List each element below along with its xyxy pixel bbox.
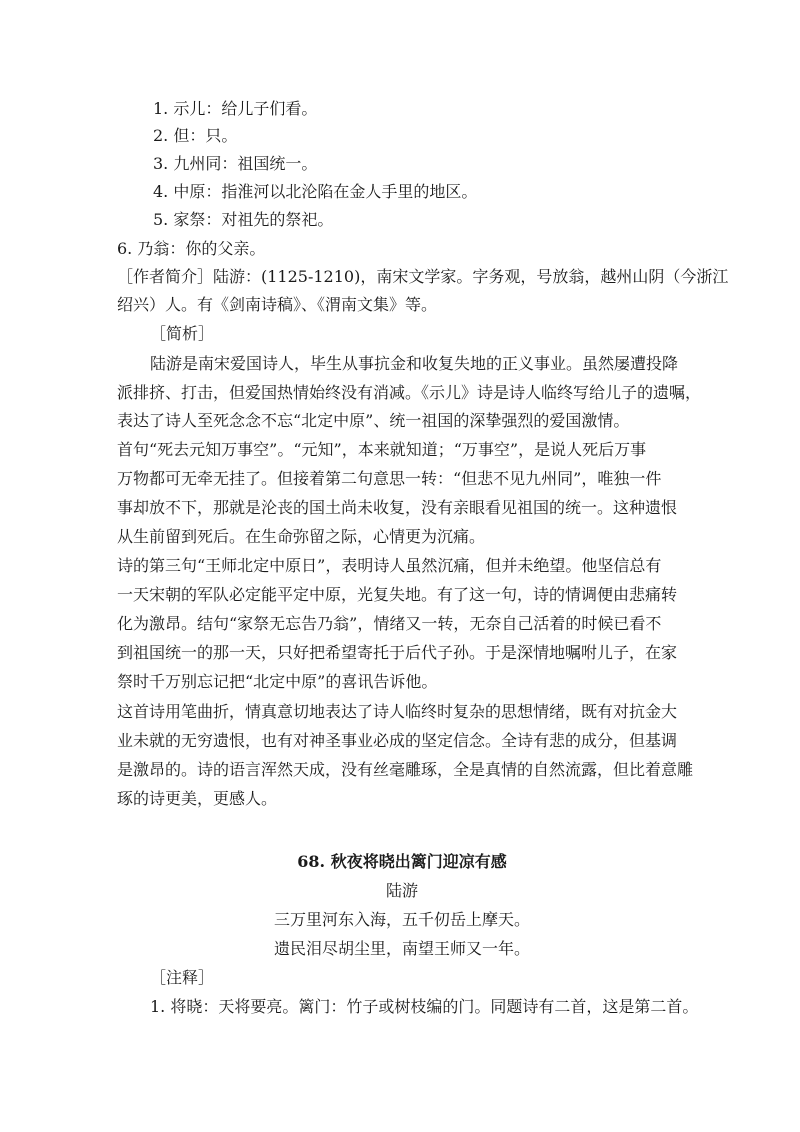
note-line: 1. 将晓：天将要亮。篱门：竹子或树枝编的门。同题诗有二首，这是第二首。 — [150, 997, 699, 1016]
note-line: 4. 中原：指淮河以北沦陷在金人手里的地区。 — [153, 182, 478, 201]
note-line: 6. 乃翁：你的父亲。 — [117, 239, 266, 258]
note-line: 3. 九州同：祖国统一。 — [153, 154, 318, 173]
analysis-line: 琢的诗更美，更感人。 — [117, 789, 278, 808]
analysis-line: 一天宋朝的军队必定能平定中原，光复失地。有了这一句，诗的情调便由悲痛转 — [117, 585, 678, 604]
poem-line: 遗民泪尽胡尘里，南望王师又一年。 — [273, 939, 530, 958]
analysis-line: 首句“死去元知万事空”。“元知”，本来就知道；“万事空”，是说人死后万事 — [117, 440, 647, 459]
analysis-line: 这首诗用笔曲折，情真意切地表达了诗人临终时复杂的思想情绪，既有对抗金大 — [117, 702, 678, 721]
poem-title: 68. 秋夜将晓出篱门迎凉有感 — [297, 852, 507, 871]
analysis-line: 表达了诗人至死念念不忘“北定中原”、统一祖国的深挚强烈的爱国激情。 — [117, 411, 630, 430]
analysis-line: 事却放不下，那就是沦丧的国土尚未收复，没有亲眼看见祖国的统一。这种遗恨 — [117, 498, 678, 517]
analysis-line: 万物都可无牵无挂了。但接着第二句意思一转：“但悲不见九州同”，唯独一件 — [117, 469, 662, 488]
analysis-line: 化为激昂。结句“家祭无忘告乃翁”，情绪又一转，无奈自己活着的时候已看不 — [117, 614, 662, 633]
analysis-line: 从生前留到死后。在生命弥留之际，心情更为沉痛。 — [117, 527, 486, 546]
analysis-line: 祭时千万别忘记把“北定中原”的喜讯告诉他。 — [117, 672, 438, 691]
analysis-line: 到祖国统一的那一天，只好把希望寄托于后代子孙。于是深情地嘱咐儿子，在家 — [117, 643, 678, 662]
author-intro-line: ［作者简介］陆游：(1125-1210)，南宋文学家。字务观，号放翁，越州山阴（今浙江 — [117, 267, 729, 286]
analysis-line: 诗的第三句“王师北定中原日”，表明诗人虽然沉痛，但并未绝望。他坚信总有 — [117, 556, 662, 575]
note-line: 5. 家祭：对祖先的祭祀。 — [153, 210, 334, 229]
note-line: 1. 示儿：给儿子们看。 — [153, 99, 318, 118]
poem-author: 陆游 — [385, 881, 418, 900]
analysis-line: 业未就的无穷遗恨，也有对神圣事业必成的坚定信念。全诗有悲的成分，但基调 — [117, 731, 678, 750]
notes-heading: ［注释］ — [150, 968, 215, 987]
note-line: 2. 但：只。 — [153, 126, 238, 145]
poem-line: 三万里河东入海，五千仞岳上摩天。 — [273, 910, 530, 929]
analysis-line: 派排挤、打击，但爱国热情始终没有消减。《示儿》诗是诗人临终写给儿子的遗嘱， — [117, 383, 702, 402]
analysis-line: 是激昂的。诗的语言浑然天成，没有丝毫雕琢，全是真情的自然流露，但比着意雕 — [117, 760, 694, 779]
author-intro-line: 绍兴）人。有《剑南诗稿》、《渭南文集》等。 — [117, 295, 438, 314]
analysis-heading: ［简析］ — [150, 324, 215, 343]
analysis-line: 陆游是南宋爱国诗人，毕生从事抗金和收复失地的正义事业。虽然屡遭投降 — [150, 354, 679, 373]
